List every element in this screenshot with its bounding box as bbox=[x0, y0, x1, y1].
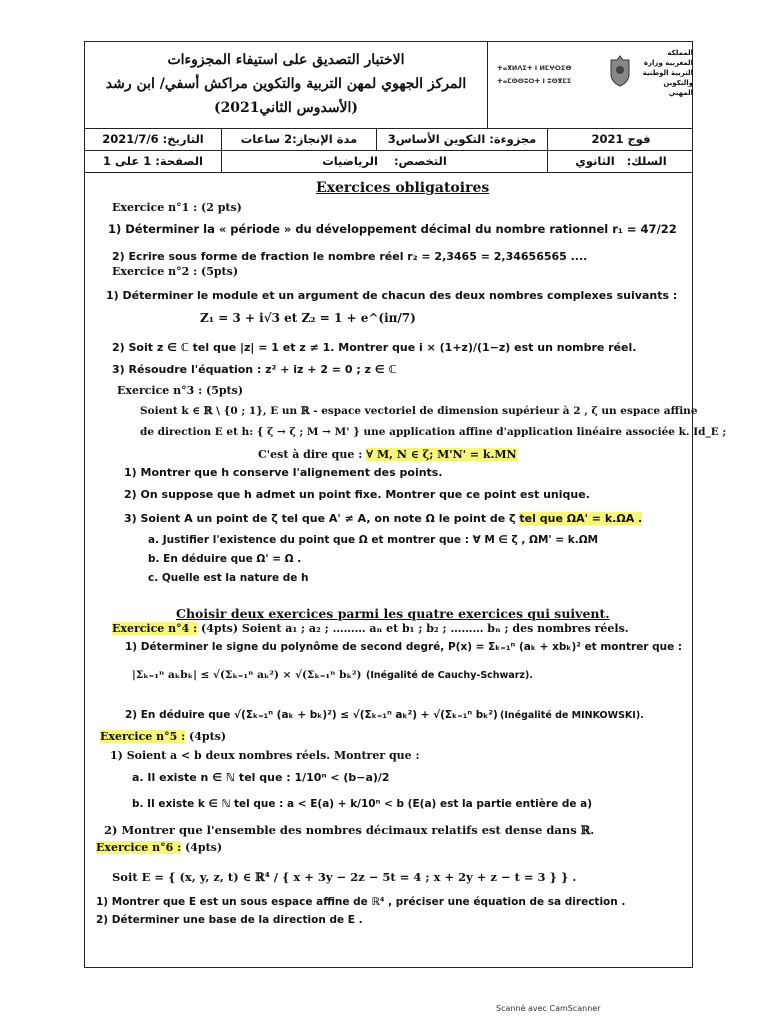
specialty-cell bbox=[222, 150, 547, 172]
ex2-q1-formula: Z₁ = 3 + i√3 et Z₂ = 1 + e^(iπ/7) bbox=[200, 311, 416, 325]
date-label: التاريخ: bbox=[162, 132, 204, 146]
ex3-q2: 2) On suppose que h admet un point fixe. Montrer que ce point est unique. bbox=[124, 488, 590, 501]
header-block bbox=[85, 42, 692, 129]
ex5-title-line bbox=[100, 730, 226, 743]
kingdom-label: المملكة المغربية وزارة التربية الوطنية والتكوين المهني bbox=[642, 49, 693, 97]
ex1-q1: 1) Déterminer la « période » du développement décimal du nombre rationnel r₁ = 47/22 bbox=[108, 222, 677, 236]
header-title-block bbox=[85, 42, 488, 128]
ex3-title: Exercice n°3 : (5pts) bbox=[117, 384, 244, 397]
ex5-qa: a. Il existe n ∈ ℕ tel que : 1/10ⁿ < (b−a)/2 bbox=[132, 771, 390, 784]
ex6-q2: 2) Déterminer une base de la direction de E . bbox=[96, 914, 363, 926]
ex3-qa: a. Justifier l'existence du point que Ω et montrer que : ∀ M ∈ ζ , ΩM' = k.ΩM bbox=[148, 534, 599, 546]
emblem-icon bbox=[607, 54, 633, 88]
ex3-qb: b. En déduire que Ω' = Ω . bbox=[148, 553, 302, 565]
ex5-qb: b. Il existe k ∈ ℕ tel que : a < E(a) + k/10ⁿ < b (E(a) est la partie entière de a) bbox=[132, 798, 593, 810]
section-obligatory-title: Exercices obligatoires bbox=[316, 180, 490, 196]
ex1-q2: 2) Ecrire sous forme de fraction le nombre réel r₂ = 2,3465 = 2,34656565 .... bbox=[112, 250, 588, 263]
ex3-q1: 1) Montrer que h conserve l'alignement des points. bbox=[124, 466, 443, 479]
section-choice-title: Choisir deux exercices parmi les quatre exercices qui suivent. bbox=[176, 606, 610, 621]
ex4-intro: (4pts) Soient a₁ ; a₂ ; ……… aₙ et b₁ ; b₂ ; ……… bₙ ; des nombres réels. bbox=[201, 622, 629, 635]
cycle-value: الثانوي bbox=[575, 154, 615, 168]
ex5-title: Exercice n°5 : bbox=[100, 730, 186, 743]
module-name: التكوين الأساس3 bbox=[387, 132, 486, 146]
cycle-cell bbox=[548, 150, 694, 172]
ex3-qc: c. Quelle est la nature de h bbox=[148, 572, 309, 584]
ex5-q1: 1) Soient a < b deux nombres réels. Montrer que : bbox=[110, 749, 420, 762]
cycle-label: السلك: bbox=[626, 154, 667, 168]
header-line-3: (الأسدوس الثاني2021) bbox=[213, 100, 359, 116]
ex4-q1: 1) Déterminer le signe du polynôme de second degré, P(x) = Σₖ₌₁ⁿ (aₖ + xbₖ)² et montrer que : bbox=[125, 641, 683, 653]
ex3-intro-3 bbox=[258, 448, 517, 461]
ex2-q2: 2) Soit z ∈ ℂ tel que |z| = 1 et z ≠ 1. Montrer que i × (1+z)/(1−z) est un nombre réel. bbox=[112, 341, 637, 354]
module-cell bbox=[377, 128, 547, 150]
ex3-intro-1: Soient k ∈ ℝ \ {0 ; 1}, E un ℝ - espace vectoriel de dimension supérieur à 2 , ζ un espace affine bbox=[140, 405, 698, 417]
ex6-title-line bbox=[96, 841, 222, 854]
ex2-title: Exercice n°2 : (5pts) bbox=[112, 265, 239, 278]
ex3-q3-text: 3) Soient A un point de ζ tel que A' ≠ A, on note Ω le point de ζ bbox=[124, 512, 516, 525]
info-row-1 bbox=[85, 128, 692, 151]
ex3-q3 bbox=[124, 512, 642, 525]
info-row-2 bbox=[85, 150, 692, 173]
date-cell bbox=[85, 128, 221, 150]
ex6-q1: 1) Montrer que E est un sous espace affine de ℝ⁴ , préciser une équation de sa direction . bbox=[96, 896, 626, 908]
group-cell: فوج 2021 bbox=[591, 132, 651, 146]
ex6-title: Exercice n°6 : bbox=[96, 841, 182, 854]
ex3-intro-2: de direction E et h: { ζ → ζ ; M → M' } une application affine d'application linéaire associée k. Id_E ; bbox=[140, 426, 727, 438]
header-line-2: المركز الجهوي لمهن التربية والتكوين مراكش أسفي/ ابن رشد bbox=[105, 76, 467, 92]
ex5-q2: 2) Montrer que l'ensemble des nombres décimaux relatifs est dense dans ℝ. bbox=[104, 823, 595, 837]
ex6-set-definition: Soit E = { (x, y, z, t) ∈ ℝ⁴ / { x + 3y − 2z − 5t = 4 ; x + 2y + z − t = 3 } } . bbox=[112, 870, 577, 884]
ex2-q3: 3) Résoudre l'équation : z² + iz + 2 = 0 ; z ∈ ℂ bbox=[112, 363, 397, 376]
logo-caption-2: ⵜⴰⵎⵙⵙⵓⵔⵜ ⵏ ⵓⵙⴳⵎⵉ bbox=[497, 77, 572, 85]
ex6-points: (4pts) bbox=[185, 841, 223, 854]
ministry-logo-block bbox=[489, 42, 694, 128]
logo-caption bbox=[497, 62, 571, 88]
module-label: مجزوءة: bbox=[489, 132, 537, 146]
specialty-value: الرياضيات bbox=[322, 154, 378, 168]
ex2-q1: 1) Déterminer le module et un argument de chacun des deux nombres complexes suivants : bbox=[106, 289, 678, 302]
duration-cell: مدة الإنجاز:2 ساعات bbox=[240, 132, 358, 146]
ex3-q3-highlight: tel que ΩA' = k.ΩA . bbox=[519, 512, 643, 525]
ex4-title-line bbox=[112, 622, 629, 635]
header-line-1: الاختبار التصديق على استيفاء المجزوءات bbox=[167, 52, 405, 68]
scanner-footer: Scanné avec CamScanner bbox=[496, 1004, 601, 1013]
ex4-q1-formula: |Σₖ₌₁ⁿ aₖbₖ| ≤ √(Σₖ₌₁ⁿ aₖ²) × √(Σₖ₌₁ⁿ bₖ²) bbox=[132, 669, 362, 681]
specialty-label: التخصص: bbox=[393, 154, 447, 168]
ex4-q1-note: (Inégalité de Cauchy-Schwarz). bbox=[366, 670, 533, 681]
ex4-title: Exercice n°4 : bbox=[112, 622, 198, 635]
ex4-q2: 2) En déduire que √(Σₖ₌₁ⁿ (aₖ + bₖ)²) ≤ √(Σₖ₌₁ⁿ aₖ²) + √(Σₖ₌₁ⁿ bₖ²) bbox=[125, 709, 498, 721]
ex5-points: (4pts) bbox=[189, 730, 227, 743]
logo-caption-1: ⵜⴰⴳⵍⴷⵉⵜ ⵏ ⵍⵎⵖⵔⵉⴱ bbox=[497, 64, 572, 72]
ex3-intro-3-highlight: ∀ M, N ∈ ζ; M'N' = k.MN bbox=[366, 448, 517, 461]
ex3-intro-3-text: C'est à dire que : bbox=[258, 448, 363, 461]
ex4-q2-note: (Inégalité de MINKOWSKI). bbox=[500, 710, 644, 721]
page-cell: الصفحة: 1 على 1 bbox=[103, 154, 203, 168]
ex1-title: Exercice n°1 : (2 pts) bbox=[112, 201, 242, 214]
exam-date: 2021/7/6 bbox=[102, 132, 159, 146]
